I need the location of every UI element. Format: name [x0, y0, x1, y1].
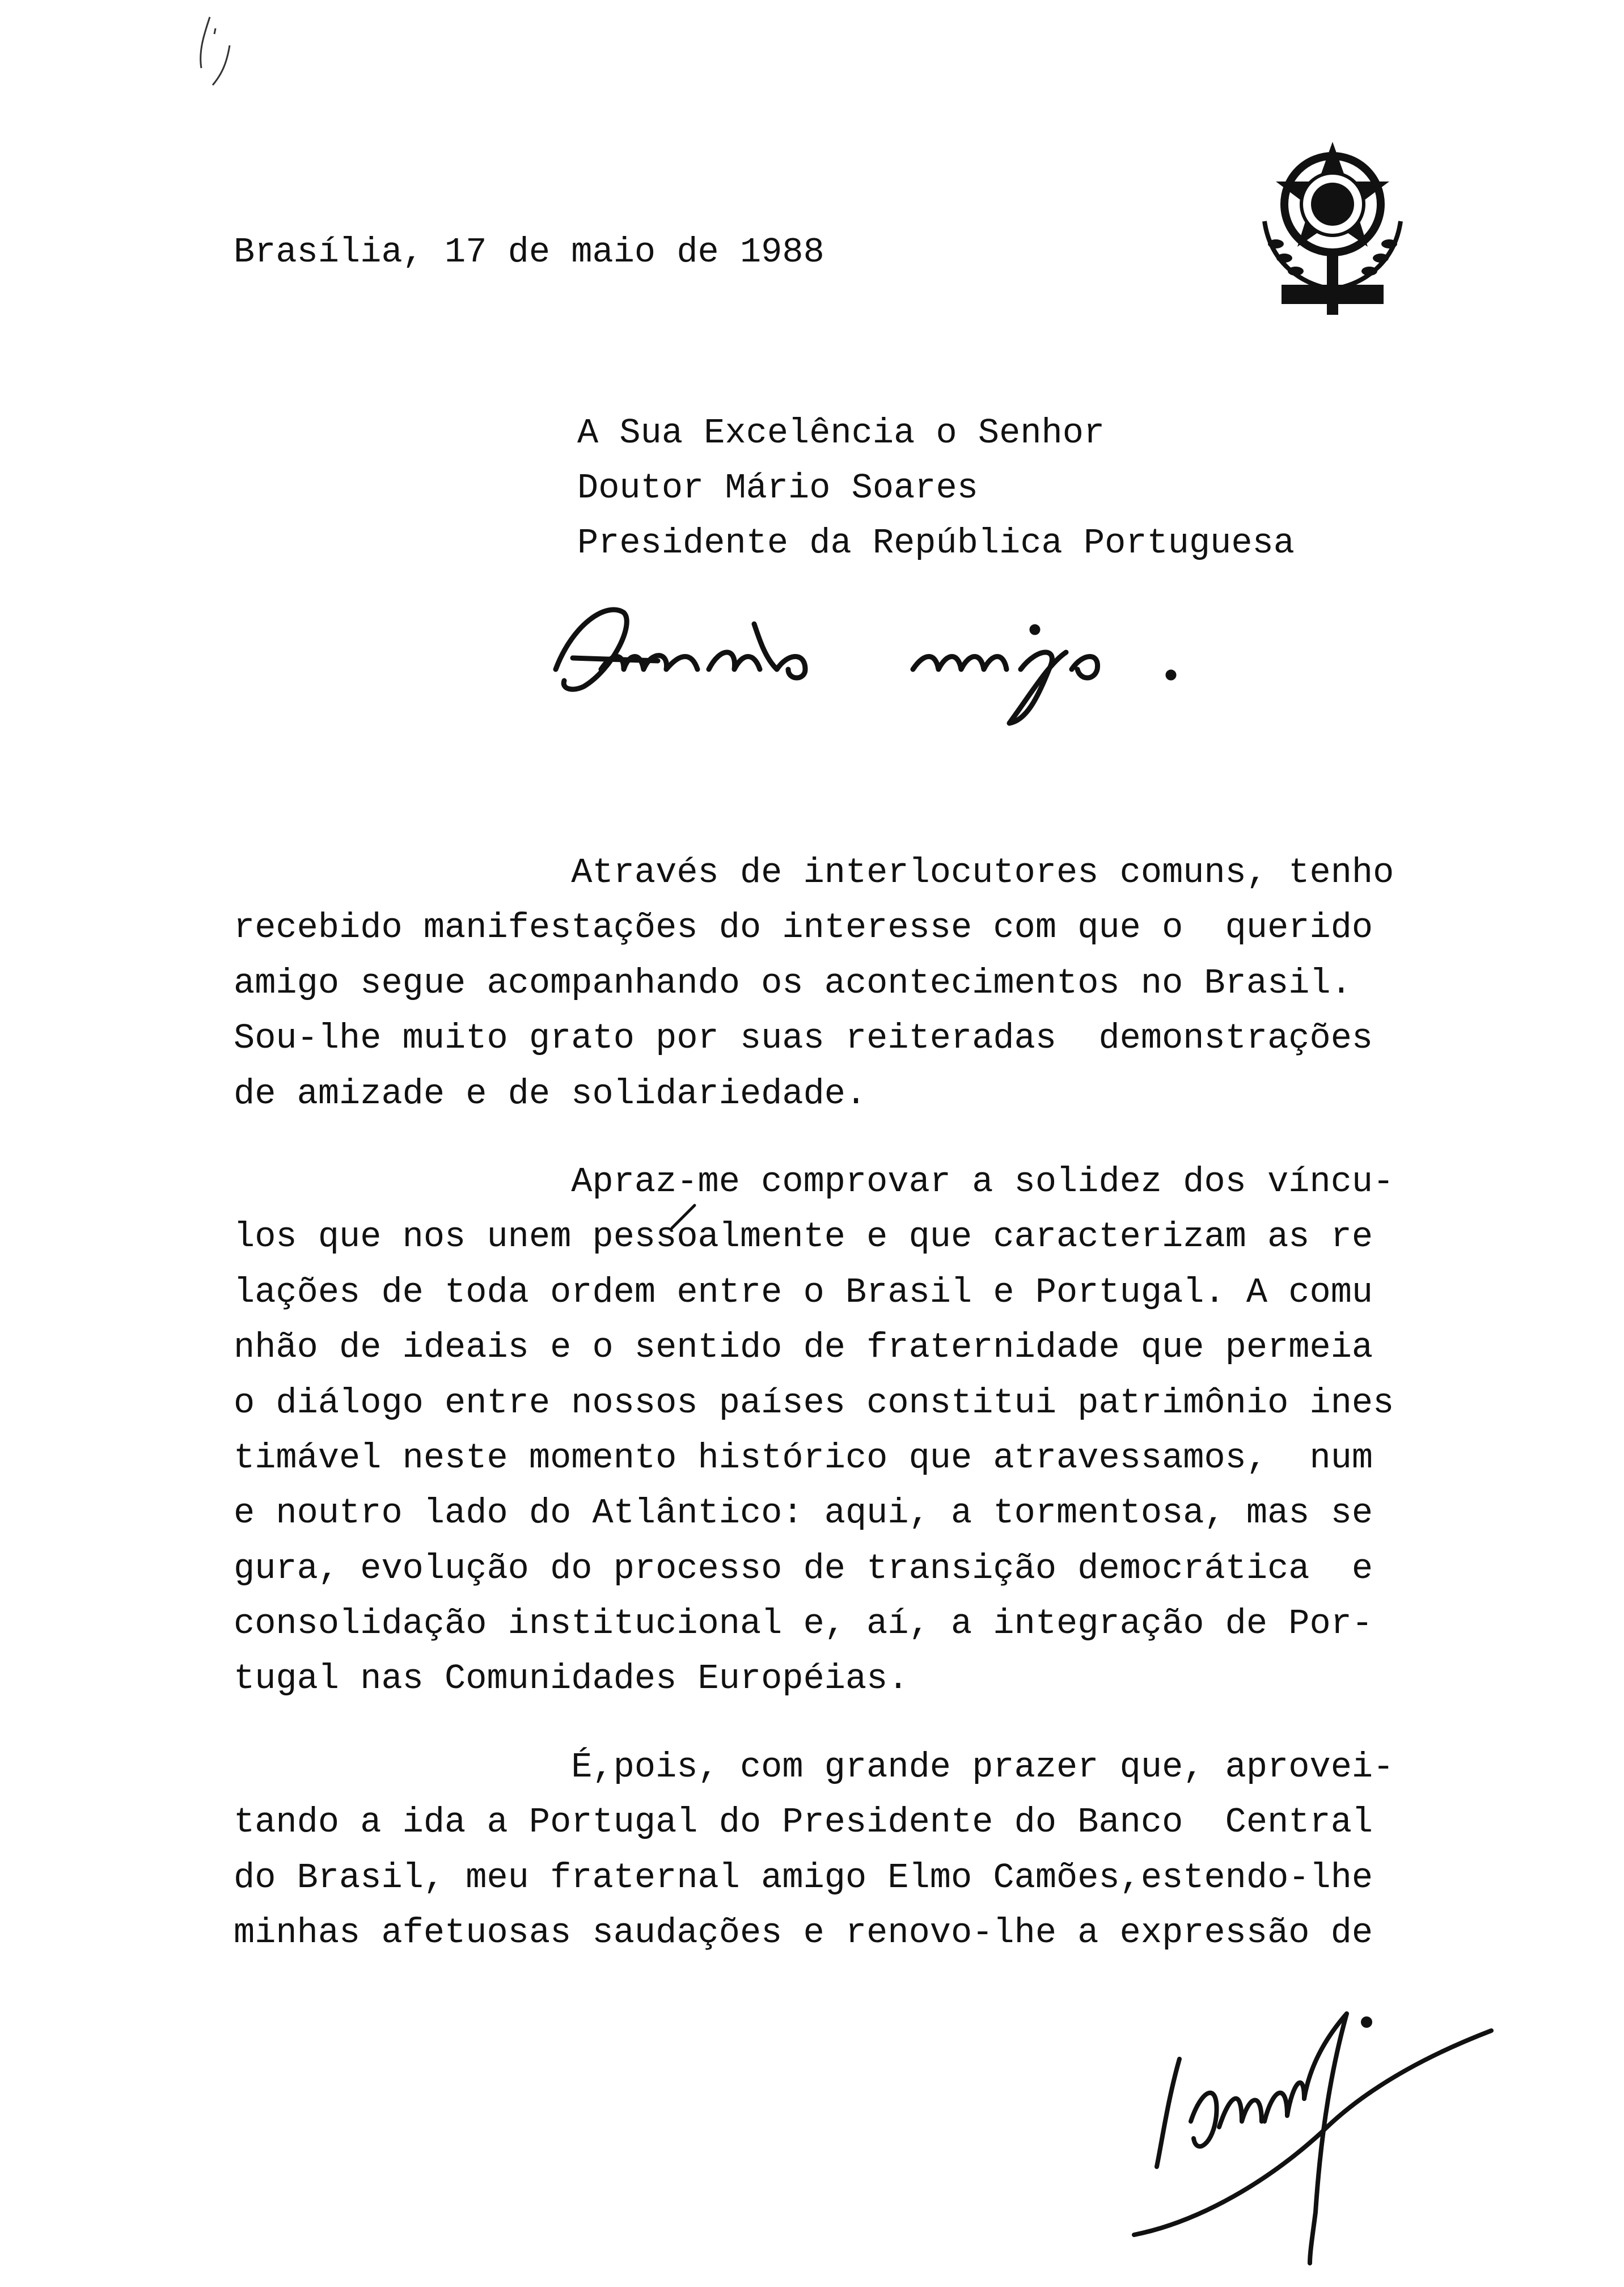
text-line: Sou-lhe muito grato por suas reiteradas demonstrações — [234, 1018, 1373, 1059]
text-line: gura, evolução do processo de transição democrática e — [234, 1548, 1373, 1589]
text-line: timável neste momento histórico que atravessamos, num — [234, 1437, 1373, 1478]
letter-body — [234, 845, 1475, 1960]
text-line: los que nos unem pessoalmente e que caracterizam as re — [234, 1217, 1373, 1258]
text-line: do Brasil, meu fraternal amigo Elmo Camões,estendo-lhe — [234, 1857, 1373, 1898]
text-line: minhas afetuosas saudações e renovo-lhe a expressão de — [234, 1913, 1373, 1953]
paragraph — [234, 1154, 1475, 1707]
text-line: de amizade e de solidariedade. — [234, 1073, 867, 1114]
coat-of-arms-seal — [1242, 136, 1423, 329]
text-line: tugal nas Comunidades Européias. — [234, 1659, 909, 1699]
pencil-mark — [187, 11, 255, 102]
text-line: Apraz-me comprovar a solidez dos víncu- — [234, 1161, 1394, 1202]
paragraph — [234, 845, 1475, 1121]
text-line: recebido manifestações do interesse com que o querido — [234, 908, 1373, 948]
text-line: Através de interlocutores comuns, tenho — [234, 853, 1394, 893]
text-line: É,pois, com grande prazer que, aprovei- — [234, 1746, 1394, 1787]
handwritten-salutation — [539, 590, 1276, 726]
handwritten-accent-mark — [663, 1197, 703, 1237]
paragraph — [234, 1740, 1475, 1961]
text-line: lações de toda ordem entre o Brasil e Portugal. A comu — [234, 1272, 1373, 1313]
address-block — [577, 406, 1295, 571]
dateline: Brasília, 17 de maio de 1988 — [234, 232, 824, 272]
text-line: tando a ida a Portugal do Presidente do Banco Central — [234, 1802, 1373, 1843]
text-line: o diálogo entre nossos países constitui patrimônio ines — [234, 1382, 1394, 1423]
address-line: Presidente da República Portuguesa — [577, 523, 1295, 563]
text-line: consolidação institucional e, aí, a integração de Por- — [234, 1604, 1373, 1644]
text-line: e noutro lado do Atlântico: aqui, a tormentosa, mas se — [234, 1493, 1373, 1534]
text-line: amigo segue acompanhando os acontecimentos no Brasil. — [234, 963, 1352, 1003]
address-line: A Sua Excelência o Senhor — [577, 413, 1105, 453]
address-line: Doutor Mário Soares — [577, 468, 978, 508]
handwritten-signature — [1123, 1997, 1497, 2269]
text-line: nhão de ideais e o sentido de fraternidade que permeia — [234, 1327, 1373, 1368]
